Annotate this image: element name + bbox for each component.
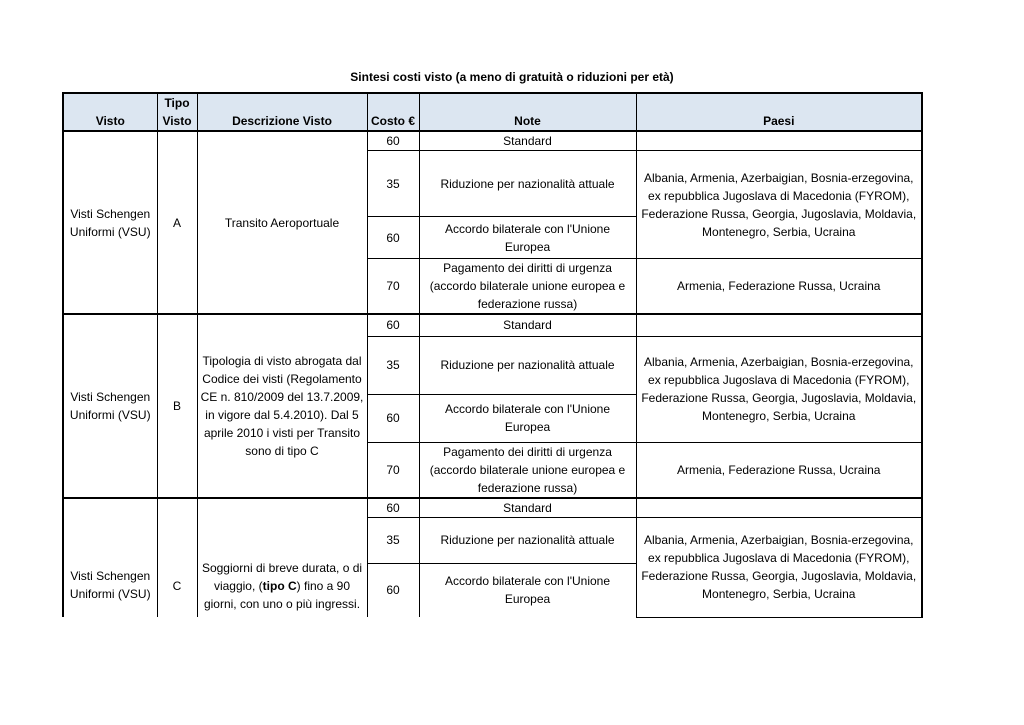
visto-cell: Visti Schengen Uniformi (VSU): [63, 314, 157, 498]
costo-cell: 35: [367, 517, 419, 563]
tipo-cell: A: [157, 131, 197, 314]
visto-cell: Visti Schengen Uniformi (VSU): [63, 131, 157, 314]
costo-cell: 60: [367, 498, 419, 518]
note-cell: Accordo bilaterale con l'Unione Europea: [419, 394, 636, 442]
note-cell: Riduzione per nazionalità attuale: [419, 336, 636, 394]
costo-cell: 60: [367, 131, 419, 151]
header-row: [63, 93, 922, 131]
paesi-cell: [636, 131, 922, 151]
visto-cell: Visti Schengen Uniformi (VSU): [63, 498, 157, 618]
costo-cell: 70: [367, 442, 419, 498]
costo-cell: 35: [367, 151, 419, 217]
header-costo: Costo €: [367, 93, 419, 131]
note-cell: Standard: [419, 498, 636, 518]
header-note: Note: [419, 93, 636, 131]
header-visto: Visto: [63, 93, 157, 131]
table-row: [63, 314, 922, 336]
paesi-cell: Armenia, Federazione Russa, Ucraina: [636, 259, 922, 315]
note-cell: Riduzione per nazionalità attuale: [419, 151, 636, 217]
table-row: [63, 498, 922, 518]
descrizione-text-end: ) fino a 90 giorni, con uno o più ingressi.: [203, 579, 361, 611]
paesi-cell: [636, 498, 922, 518]
header-paesi: Paesi: [636, 93, 922, 131]
header-tipo: Tipo Visto: [157, 93, 197, 131]
paesi-cell: Albania, Armenia, Azerbaigian, Bosnia-erzegovina, ex repubblica Jugoslava di Macedonia (FYROM), Federazione Russa, Georgia, Jugoslavia, Moldavia, Montenegro, Serbia, Ucraina: [636, 336, 922, 442]
note-cell: Accordo bilaterale con l'Unione Europea: [419, 217, 636, 259]
paesi-cell: Albania, Armenia, Azerbaigian, Bosnia-erzegovina, ex repubblica Jugoslava di Macedonia (FYROM), Federazione Russa, Georgia, Jugoslavia, Moldavia, Montenegro, Serbia, Ucraina: [636, 151, 922, 259]
paesi-cell: [636, 314, 922, 336]
paesi-cell: Armenia, Federazione Russa, Ucraina: [636, 442, 922, 498]
note-cell: Accordo bilaterale con l'Unione Europea: [419, 563, 636, 617]
costo-cell: 60: [367, 394, 419, 442]
page-title: Sintesi costi visto (a meno di gratuità o riduzioni per età): [350, 70, 674, 84]
costo-cell: 60: [367, 563, 419, 617]
tipo-cell: C: [157, 498, 197, 618]
note-cell: Pagamento dei diritti di urgenza (accordo bilaterale unione europea e federazione russa): [419, 442, 636, 498]
note-cell: Riduzione per nazionalità attuale: [419, 517, 636, 563]
table-row: [63, 131, 922, 151]
note-cell: Standard: [419, 314, 636, 336]
descrizione-text: Soggiorni di breve durata, o di viaggio, (: [201, 561, 363, 593]
header-descrizione: Descrizione Visto: [197, 93, 367, 131]
costo-cell: 35: [367, 336, 419, 394]
note-cell: Standard: [419, 131, 636, 151]
note-cell: Pagamento dei diritti di urgenza (accordo bilaterale unione europea e federazione russa): [419, 259, 636, 315]
paesi-cell: Albania, Armenia, Azerbaigian, Bosnia-erzegovina, ex repubblica Jugoslava di Macedonia (FYROM), Federazione Russa, Georgia, Jugoslavia, Moldavia, Montenegro, Serbia, Ucraina: [636, 517, 922, 617]
descrizione-cell: Tipologia di visto abrogata dal Codice dei visti (Regolamento CE n. 810/2009 del 13.7.2009, in vigore dal 5.4.2010). Dal 5 aprile 2010 i visti per Transito sono di tipo C: [197, 314, 367, 498]
costo-cell: 60: [367, 217, 419, 259]
costo-cell: 70: [367, 259, 419, 315]
visa-cost-table: [62, 92, 923, 618]
costo-cell: 60: [367, 314, 419, 336]
descrizione-cell: Transito Aeroportuale: [197, 131, 367, 314]
tipo-cell: B: [157, 314, 197, 498]
descrizione-cell: [197, 498, 367, 618]
descrizione-bold-text: tipo C: [262, 579, 297, 593]
